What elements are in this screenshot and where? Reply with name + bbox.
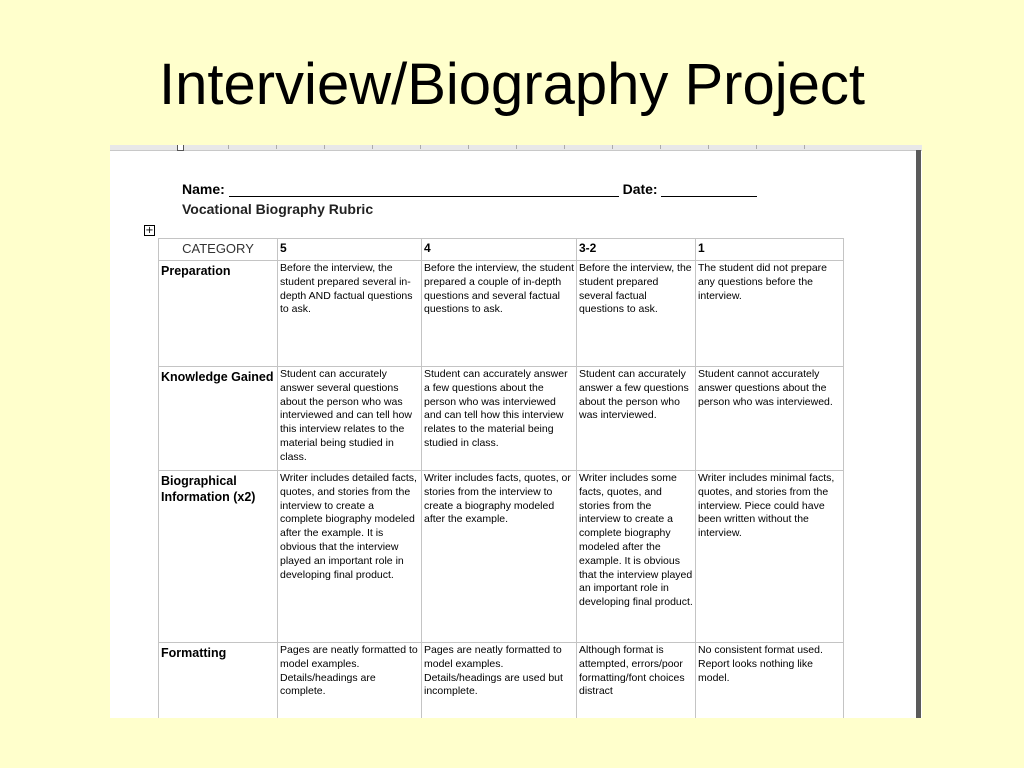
ruler-tick — [708, 145, 709, 149]
table-cell: Writer includes detailed facts, quotes, and stories from the interview to create a complete biography modeled after the example. It is obvious that the interview played an important role in developing final product. — [278, 471, 422, 643]
ruler-indent-marker — [177, 145, 184, 151]
date-blank — [661, 183, 757, 197]
table-cell: Student can accurately answer several questions about the person who was interviewed and can tell how this interview relates to the material being studied in class. — [278, 367, 422, 471]
table-cell: Although format is attempted, errors/poor formatting/font choices distract — [577, 643, 696, 719]
ruler — [110, 145, 922, 151]
table-cell: The student did not prepare any questions before the interview. — [696, 261, 844, 367]
ruler-tick — [228, 145, 229, 149]
ruler-tick — [756, 145, 757, 149]
name-label: Name: — [182, 181, 225, 197]
ruler-tick — [324, 145, 325, 149]
rubric-table — [158, 238, 844, 718]
table-cell: Before the interview, the student prepared a couple of in-depth questions and several factual questions to ask. — [422, 261, 577, 367]
table-cell: Writer includes facts, quotes, or stories from the interview to create a biography modeled after the example. — [422, 471, 577, 643]
document-image — [110, 145, 922, 718]
table-cell: Writer includes some facts, quotes, and stories from the interview to create a complete biography modeled after the example. It is obvious that the interview played an important role in developing final product. — [577, 471, 696, 643]
ruler-tick — [276, 145, 277, 149]
row-category: Formatting — [159, 643, 278, 719]
ruler-tick — [564, 145, 565, 149]
table-cell: Pages are neatly formatted to model examples. Details/headings are used but incomplete. — [422, 643, 577, 719]
table-cell: Before the interview, the student prepared several factual questions to ask. — [577, 261, 696, 367]
ruler-tick — [612, 145, 613, 149]
ruler-tick — [372, 145, 373, 149]
table-cell: Writer includes minimal facts, quotes, and stories from the interview. Piece could have been written without the interview. — [696, 471, 844, 643]
row-category: Preparation — [159, 261, 278, 367]
table-cell: Student can accurately answer a few questions about the person who was interviewed and can tell how this interview relates to the material being studied in class. — [422, 367, 577, 471]
header-category: CATEGORY — [159, 239, 278, 261]
name-date-line — [182, 181, 757, 197]
table-cell: Pages are neatly formatted to model examples. Details/headings are complete. — [278, 643, 422, 719]
table-cell: No consistent format used. Report looks nothing like model. — [696, 643, 844, 719]
row-category: Biographical Information (x2) — [159, 471, 278, 643]
header-score: 1 — [696, 239, 844, 261]
table-row — [159, 367, 844, 471]
header-score: 4 — [422, 239, 577, 261]
slide-title: Interview/Biography Project — [159, 52, 865, 117]
table-cell: Student can accurately answer a few questions about the person who was interviewed. — [577, 367, 696, 471]
header-score: 3-2 — [577, 239, 696, 261]
table-move-handle-icon[interactable]: + — [145, 225, 154, 236]
table-header-row — [159, 239, 844, 261]
table-row — [159, 471, 844, 643]
row-category: Knowledge Gained — [159, 367, 278, 471]
table-cell: Student cannot accurately answer questions about the person who was interviewed. — [696, 367, 844, 471]
name-blank — [229, 183, 619, 197]
table-row — [159, 643, 844, 719]
ruler-tick — [804, 145, 805, 149]
rubric-subtitle: Vocational Biography Rubric — [182, 201, 374, 217]
ruler-tick — [660, 145, 661, 149]
table-row — [159, 261, 844, 367]
ruler-tick — [516, 145, 517, 149]
header-score: 5 — [278, 239, 422, 261]
ruler-tick — [468, 145, 469, 149]
ruler-tick — [420, 145, 421, 149]
table-cell: Before the interview, the student prepared several in-depth AND factual questions to ask. — [278, 261, 422, 367]
document-edge-shadow — [916, 150, 921, 718]
date-label: Date: — [622, 181, 658, 197]
